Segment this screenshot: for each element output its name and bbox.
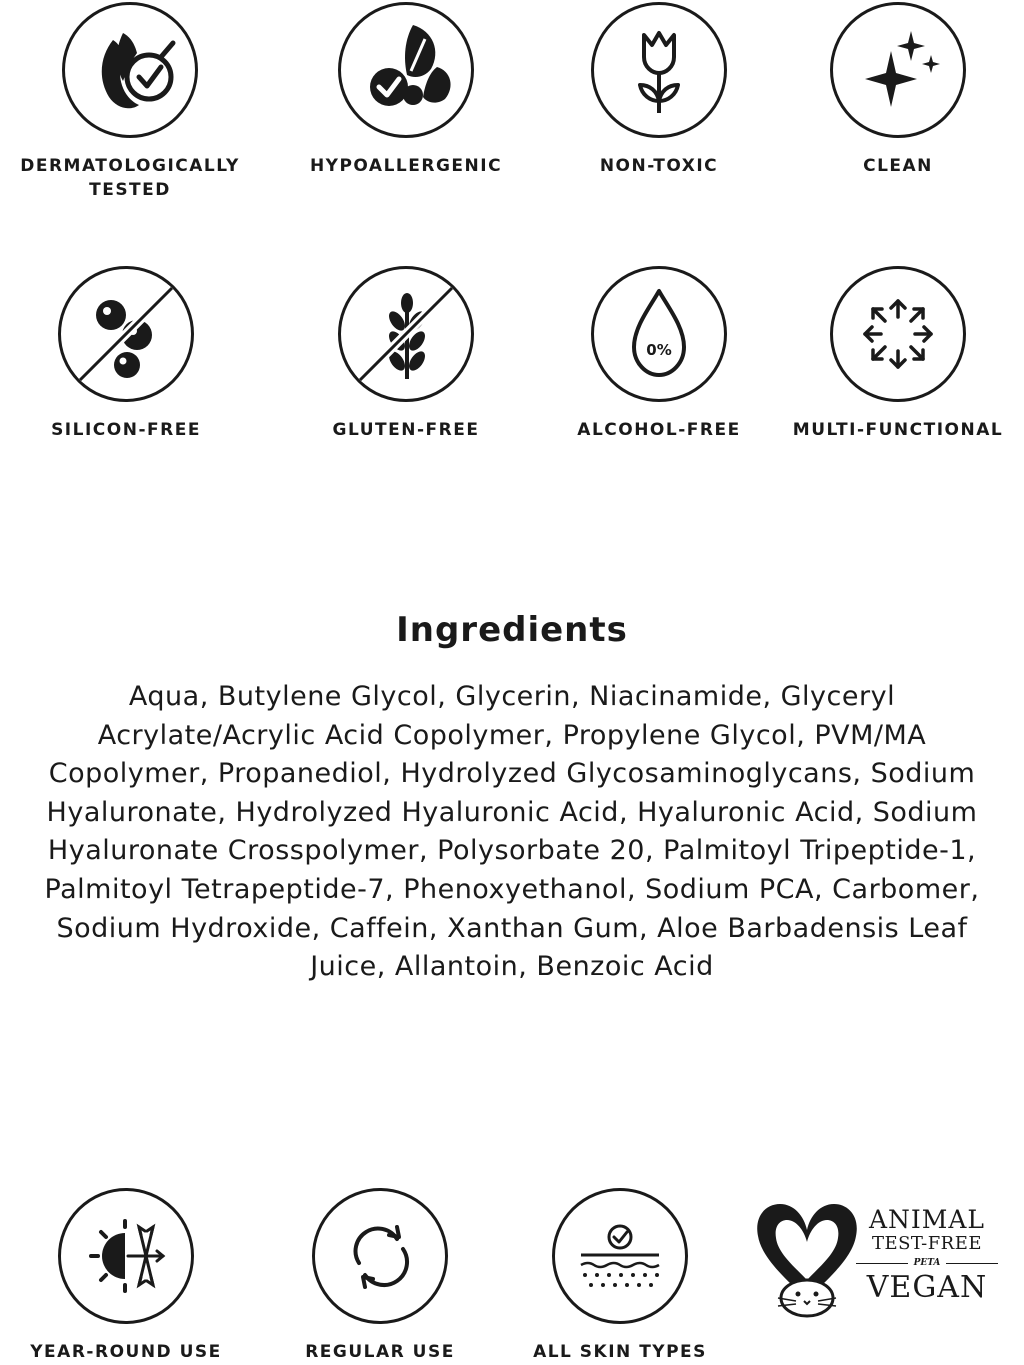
peta-vegan-text: VEGAN (866, 1270, 988, 1305)
badge-label: HYPOALLERGENIC (309, 156, 503, 176)
badge-label: GLUTEN-FREE (332, 420, 480, 440)
tulip-flower-icon (591, 2, 727, 138)
ingredients-title: Ingredients (396, 610, 628, 650)
badge-gluten-free (276, 266, 536, 442)
bunny-heart-icon (752, 1198, 862, 1323)
peta-mark: PETA (852, 1255, 1002, 1271)
leaves-berries-check-icon (338, 2, 474, 138)
badge-all-skin-types (490, 1188, 750, 1364)
badge-label: DERMATOLOGICALLY TESTED (20, 156, 240, 200)
badge-label: MULTI-FUNCTIONAL (792, 420, 1004, 440)
badge-label: ALCOHOL-FREE (577, 420, 741, 440)
leaf-check-icon (62, 2, 198, 138)
badge-silicon-free (0, 266, 256, 442)
silicone-droplets-crossed-icon (58, 266, 194, 402)
badge-label: NON-TOXIC (599, 156, 719, 176)
sparkles-icon (830, 2, 966, 138)
badge-clean (768, 2, 1024, 178)
drop-zero-percent-icon (591, 266, 727, 402)
badge-regular-use (250, 1188, 510, 1364)
badge-label: REGULAR USE (305, 1342, 455, 1362)
badge-label: CLEAN (863, 156, 933, 176)
badge-alcohol-free (529, 266, 789, 442)
sun-snowflake-icon (58, 1188, 194, 1324)
refresh-cycle-icon (312, 1188, 448, 1324)
drop-percent-text: 0% (646, 341, 672, 359)
ingredients-list: Aqua, Butylene Glycol, Glycerin, Niacinamide, Glyceryl Acrylate/Acrylic Acid Copolymer, Propylene Glycol, PVM/MA Copolymer, Propanediol, Hydrolyzed Glycosaminoglycans, Sodium Hyaluronate, Hydrolyzed Hyaluronic Acid, Hyaluronic Acid, Sodium Hyaluronate Crosspolymer, Polysorbate 20, Palmitoyl Tripeptide-1, Palmitoyl Tetrapeptide-7, Phenoxyethanol, Sodium PCA, Carbomer, Sodium Hydroxide, Caffein, Xanthan Gum, Aloe Barbadensis Leaf Juice, Allantoin, Benzoic Acid (44, 681, 980, 983)
badge-dermatologically-tested (0, 2, 260, 202)
badge-label: SILICON-FREE (51, 420, 201, 440)
wheat-crossed-icon (338, 266, 474, 402)
badge-multi-functional (768, 266, 1024, 442)
skin-layers-check-icon (552, 1188, 688, 1324)
peta-cruelty-free-vegan-logo (752, 1198, 1002, 1328)
arrows-outward-icon (830, 266, 966, 402)
peta-test-free-text: TEST-FREE (871, 1233, 983, 1254)
badge-hypoallergenic (276, 2, 536, 178)
peta-animal-text: ANIMAL (868, 1205, 986, 1234)
badge-label: YEAR-ROUND USE (30, 1342, 222, 1362)
badge-non-toxic (529, 2, 789, 178)
badge-label: ALL SKIN TYPES (533, 1342, 707, 1362)
badge-year-round-use (0, 1188, 256, 1364)
